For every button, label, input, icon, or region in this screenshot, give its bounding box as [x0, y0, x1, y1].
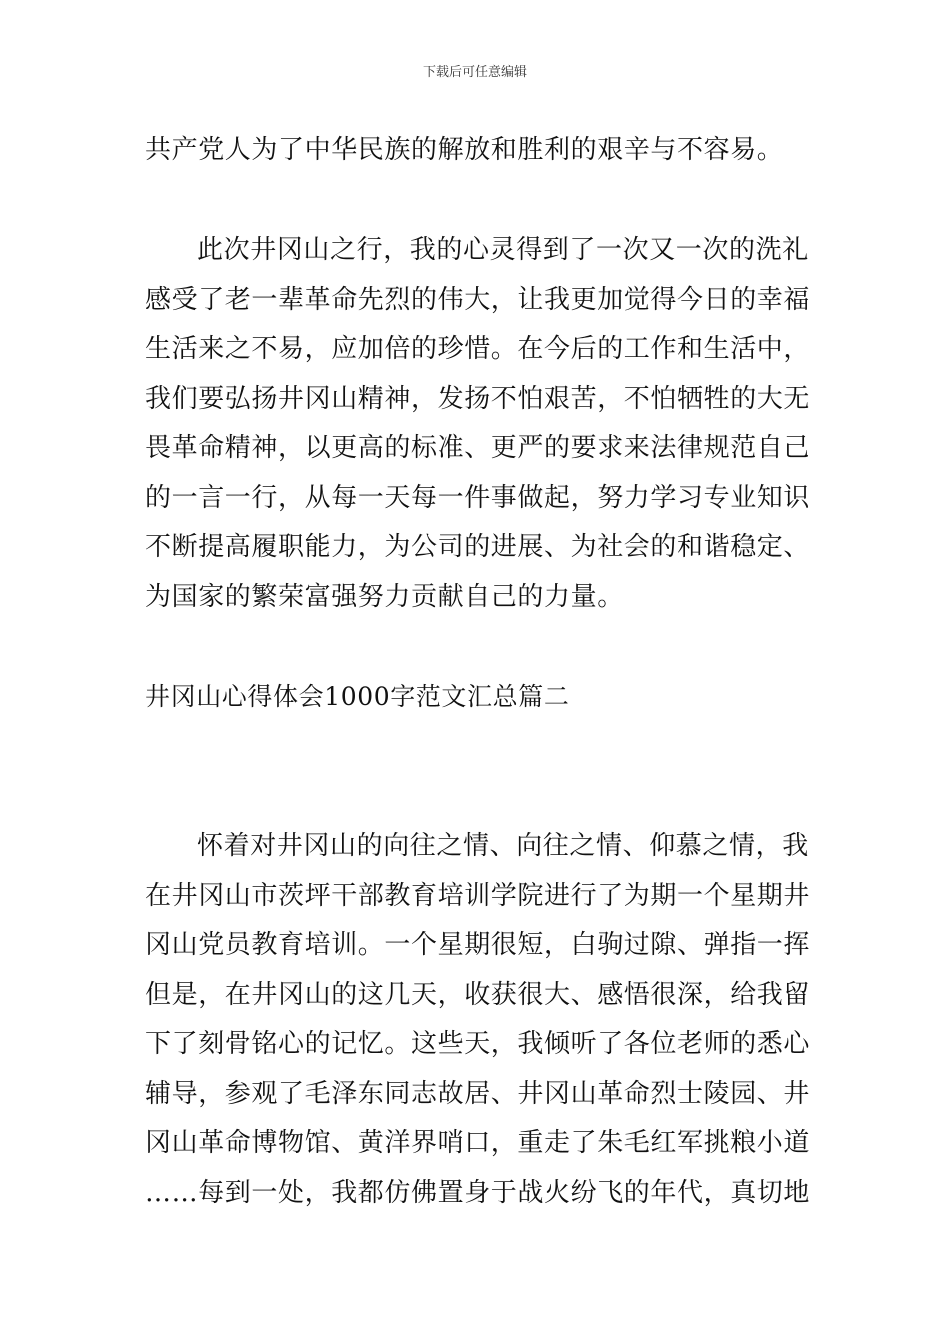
paragraph-line: 我们要弘扬井冈山精神，发扬不怕艰苦，不怕牺牲的大无	[145, 384, 811, 414]
paragraph-line: 辅导，参观了毛泽东同志故居、井冈山革命烈士陵园、井	[145, 1079, 811, 1109]
paragraph-line: 在井冈山市茨坪干部教育培训学院进行了为期一个星期井	[145, 881, 811, 911]
paragraph-line: 生活来之不易，应加倍的珍惜。在今后的工作和生活中，	[145, 334, 811, 364]
paragraph-line: 不断提高履职能力，为公司的进展、为社会的和谐稳定、	[145, 532, 811, 562]
section-heading: 井冈山心得体会1000字范文汇总篇二	[145, 682, 570, 711]
paragraph-line: 怀着对井冈山的向往之情、向往之情、仰慕之情，我	[197, 831, 809, 861]
paragraph-line: 此次井冈山之行，我的心灵得到了一次又一次的洗礼	[197, 235, 809, 265]
paragraph-line: 下了刻骨铭心的记忆。这些天，我倾听了各位老师的悉心	[145, 1029, 811, 1059]
paragraph-line: 冈山党员教育培训。一个星期很短，白驹过隙、弹指一挥	[145, 930, 811, 960]
paragraph-line: 但是，在井冈山的这几天，收获很大、感悟很深，给我留	[145, 980, 811, 1010]
paragraph-line: 的一言一行，从每一天每一件事做起，努力学习专业知识	[145, 483, 811, 513]
paragraph-line: ……每到一处，我都仿佛置身于战火纷飞的年代，真切地	[145, 1178, 811, 1208]
paragraph-line: 共产党人为了中华民族的解放和胜利的艰辛与不容易。	[145, 135, 784, 165]
paragraph-line: 感受了老一辈革命先烈的伟大，让我更加觉得今日的幸福	[145, 285, 811, 315]
paragraph-line: 畏革命精神，以更高的标准、更严的要求来法律规范自己	[145, 433, 811, 463]
header-note: 下载后可任意编辑	[422, 65, 527, 80]
paragraph-line: 为国家的繁荣富强努力贡献自己的力量。	[145, 582, 624, 612]
paragraph-line: 冈山革命博物馆、黄洋界哨口，重走了朱毛红军挑粮小道	[145, 1128, 811, 1158]
